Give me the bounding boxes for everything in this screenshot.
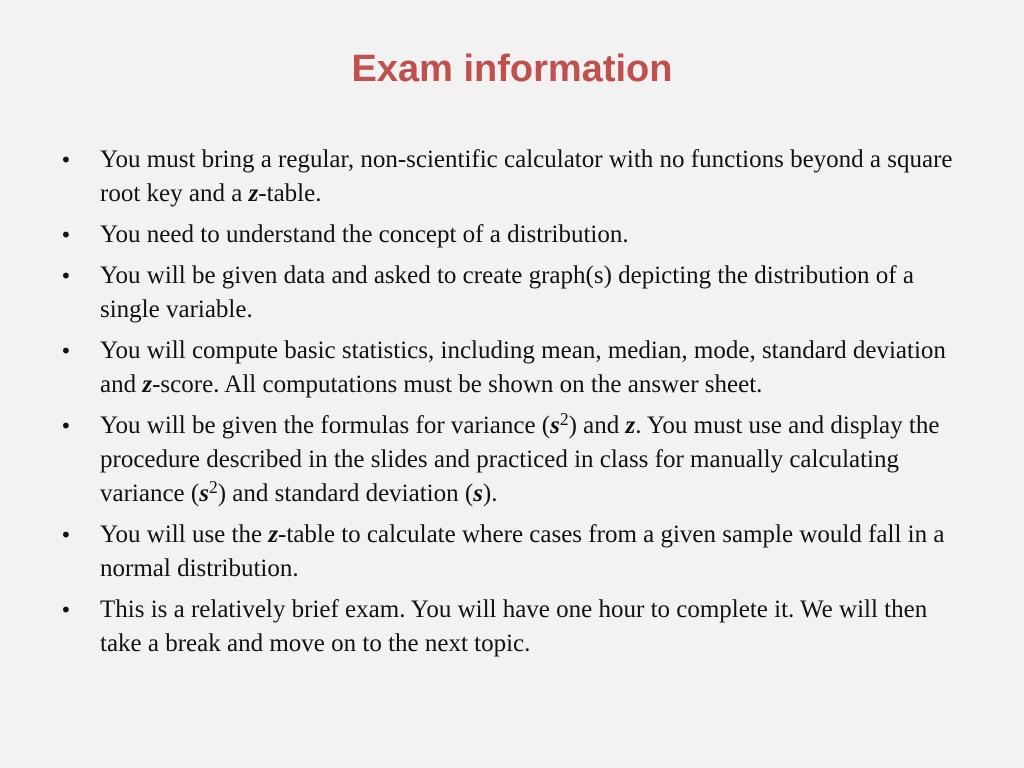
- bullet-dot-icon: •: [60, 264, 72, 288]
- bullet-text: You need to understand the concept of a distribution.: [100, 221, 629, 248]
- bullet-text: You will be given the formulas for variance (: [100, 412, 551, 439]
- bullet-dot-icon: •: [60, 414, 72, 438]
- bullet-text: You must bring a regular, non-scientific calculator with no functions beyond a square root key and a: [100, 146, 953, 207]
- bullet-dot-icon: •: [60, 223, 72, 247]
- bullet-item: [60, 593, 970, 661]
- bullet-text: ) and standard deviation (: [217, 480, 474, 507]
- bullet-text: -table.: [258, 180, 322, 207]
- bullet-dot-icon: •: [60, 598, 72, 622]
- bullet-text: You will be given data and asked to create graph(s) depicting the distribution of a single variable.: [100, 262, 914, 323]
- bullet-item: [60, 143, 970, 211]
- bullet-dot-icon: •: [60, 523, 72, 547]
- bullet-dot-icon: •: [60, 339, 72, 363]
- slide-title: Exam information: [351, 48, 673, 90]
- bullet-dot-icon: •: [60, 148, 72, 172]
- bullet-list: [60, 143, 970, 668]
- bullet-text: You will compute basic statistics, including mean, median, mode, standard deviation and: [100, 337, 946, 398]
- math-variable: z: [625, 412, 636, 439]
- bullet-item: [60, 518, 970, 586]
- superscript: 2: [559, 409, 569, 430]
- bullet-item: [60, 218, 970, 252]
- bullet-item: [60, 259, 970, 327]
- bullet-text: . You must use and display the procedure described in the slides and practiced in class for manually calculating variance (: [100, 412, 940, 507]
- math-variable: z: [248, 180, 259, 207]
- math-variable: z: [268, 521, 279, 548]
- bullet-text: This is a relatively brief exam. You will have one hour to complete it. We will then take a break and move on to the next topic.: [100, 596, 928, 657]
- bullet-text: -table to calculate where cases from a given sample would fall in a normal distribution.: [100, 521, 945, 582]
- bullet-text: ) and: [568, 412, 626, 439]
- bullet-text: ).: [482, 480, 498, 507]
- bullet-text: -score. All computations must be shown on the answer sheet.: [152, 371, 763, 398]
- math-variable: s: [199, 480, 209, 507]
- math-variable: s: [473, 480, 483, 507]
- superscript: 2: [208, 477, 218, 498]
- math-variable: s: [550, 412, 560, 439]
- bullet-text: You will use the: [100, 521, 269, 548]
- bullet-item: [60, 409, 970, 511]
- math-variable: z: [142, 371, 153, 398]
- bullet-item: [60, 334, 970, 402]
